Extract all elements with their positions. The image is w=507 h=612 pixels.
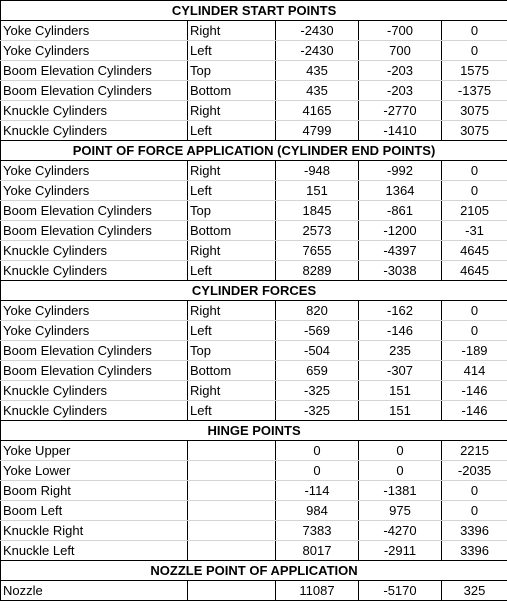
z-value-cell[interactable]: -1375 [442, 81, 507, 101]
z-value-cell[interactable]: 2105 [442, 201, 507, 221]
table-row [1, 581, 507, 601]
x-value-cell[interactable]: 1845 [276, 201, 359, 221]
z-value-cell[interactable]: 0 [442, 481, 507, 501]
component-cell[interactable]: Knuckle Cylinders [1, 261, 188, 281]
table-row [1, 481, 507, 501]
z-value-cell[interactable]: 0 [442, 321, 507, 341]
position-cell[interactable]: Left [188, 401, 276, 421]
z-value-cell[interactable]: 0 [442, 501, 507, 521]
table-row [1, 221, 507, 241]
x-value-cell[interactable]: -2430 [276, 21, 359, 41]
component-cell[interactable]: Boom Elevation Cylinders [1, 341, 188, 361]
x-value-cell[interactable]: 4165 [276, 101, 359, 121]
y-value-cell[interactable]: -861 [359, 201, 442, 221]
y-value-cell[interactable]: 975 [359, 501, 442, 521]
table-row [1, 61, 507, 81]
component-cell[interactable]: Knuckle Cylinders [1, 241, 188, 261]
y-value-cell[interactable]: 700 [359, 41, 442, 61]
position-cell[interactable] [188, 481, 276, 501]
z-value-cell[interactable]: 0 [442, 161, 507, 181]
y-value-cell[interactable]: 151 [359, 401, 442, 421]
y-value-cell[interactable]: -162 [359, 301, 442, 321]
table-row [1, 261, 507, 281]
y-value-cell[interactable]: -1200 [359, 221, 442, 241]
y-value-cell[interactable]: -700 [359, 21, 442, 41]
x-value-cell[interactable]: -114 [276, 481, 359, 501]
y-value-cell[interactable]: -1381 [359, 481, 442, 501]
table-row [1, 301, 507, 321]
table-row [1, 81, 507, 101]
component-cell[interactable]: Knuckle Cylinders [1, 401, 188, 421]
component-cell[interactable]: Knuckle Cylinders [1, 101, 188, 121]
z-value-cell[interactable]: -146 [442, 381, 507, 401]
y-value-cell[interactable]: -3038 [359, 261, 442, 281]
position-cell[interactable]: Top [188, 201, 276, 221]
x-value-cell[interactable]: -504 [276, 341, 359, 361]
z-value-cell[interactable]: 0 [442, 181, 507, 201]
z-value-cell[interactable]: 3075 [442, 101, 507, 121]
table-row [1, 341, 507, 361]
section-header-row [1, 281, 507, 301]
position-cell[interactable] [188, 581, 276, 601]
component-cell[interactable]: Knuckle Cylinders [1, 381, 188, 401]
y-value-cell[interactable]: 151 [359, 381, 442, 401]
z-value-cell[interactable]: 3396 [442, 521, 507, 541]
x-value-cell[interactable]: -325 [276, 381, 359, 401]
position-cell[interactable]: Top [188, 341, 276, 361]
x-value-cell[interactable]: -2430 [276, 41, 359, 61]
component-cell[interactable]: Yoke Upper [1, 441, 188, 461]
x-value-cell[interactable]: 8017 [276, 541, 359, 561]
z-value-cell[interactable]: -189 [442, 341, 507, 361]
section-title[interactable]: HINGE POINTS [1, 421, 507, 441]
position-cell[interactable]: Bottom [188, 221, 276, 241]
x-value-cell[interactable]: 435 [276, 61, 359, 81]
table-row [1, 121, 507, 141]
component-cell[interactable]: Yoke Cylinders [1, 161, 188, 181]
z-value-cell[interactable]: 325 [442, 581, 507, 601]
table-row [1, 161, 507, 181]
z-value-cell[interactable]: 1575 [442, 61, 507, 81]
table-row [1, 321, 507, 341]
section-title[interactable]: CYLINDER FORCES [1, 281, 507, 301]
table-row [1, 541, 507, 561]
table-row [1, 181, 507, 201]
component-cell[interactable]: Knuckle Left [1, 541, 188, 561]
y-value-cell[interactable]: -203 [359, 61, 442, 81]
component-cell[interactable]: Yoke Cylinders [1, 21, 188, 41]
x-value-cell[interactable]: 984 [276, 501, 359, 521]
position-cell[interactable]: Right [188, 301, 276, 321]
y-value-cell[interactable]: -1410 [359, 121, 442, 141]
y-value-cell[interactable]: -307 [359, 361, 442, 381]
position-cell[interactable]: Right [188, 241, 276, 261]
y-value-cell[interactable]: -4270 [359, 521, 442, 541]
table-row [1, 21, 507, 41]
position-cell[interactable] [188, 461, 276, 481]
component-cell[interactable]: Yoke Cylinders [1, 321, 188, 341]
position-cell[interactable]: Left [188, 121, 276, 141]
y-value-cell[interactable]: -992 [359, 161, 442, 181]
z-value-cell[interactable]: 3075 [442, 121, 507, 141]
table-row [1, 241, 507, 261]
component-cell[interactable]: Boom Elevation Cylinders [1, 81, 188, 101]
position-cell[interactable]: Right [188, 21, 276, 41]
position-cell[interactable]: Left [188, 261, 276, 281]
x-value-cell[interactable]: 151 [276, 181, 359, 201]
position-cell[interactable] [188, 501, 276, 521]
z-value-cell[interactable]: -31 [442, 221, 507, 241]
position-cell[interactable] [188, 441, 276, 461]
component-cell[interactable]: Yoke Lower [1, 461, 188, 481]
x-value-cell[interactable]: 7655 [276, 241, 359, 261]
x-value-cell[interactable]: 0 [276, 461, 359, 481]
component-cell[interactable]: Boom Elevation Cylinders [1, 61, 188, 81]
table-row [1, 461, 507, 481]
z-value-cell[interactable]: 4645 [442, 241, 507, 261]
x-value-cell[interactable]: -325 [276, 401, 359, 421]
section-title[interactable]: CYLINDER START POINTS [1, 1, 507, 21]
y-value-cell[interactable]: 0 [359, 461, 442, 481]
position-cell[interactable]: Left [188, 181, 276, 201]
table-row [1, 201, 507, 221]
z-value-cell[interactable]: 2215 [442, 441, 507, 461]
y-value-cell[interactable]: -4397 [359, 241, 442, 261]
table-row [1, 441, 507, 461]
y-value-cell[interactable]: -2770 [359, 101, 442, 121]
table-row [1, 361, 507, 381]
component-cell[interactable]: Boom Elevation Cylinders [1, 221, 188, 241]
y-value-cell[interactable]: 235 [359, 341, 442, 361]
table-row [1, 41, 507, 61]
x-value-cell[interactable]: 435 [276, 81, 359, 101]
component-cell[interactable]: Nozzle [1, 581, 188, 601]
x-value-cell[interactable]: 2573 [276, 221, 359, 241]
table-row [1, 381, 507, 401]
section-header-row [1, 1, 507, 21]
table-row [1, 401, 507, 421]
x-value-cell[interactable]: 659 [276, 361, 359, 381]
position-cell[interactable]: Top [188, 61, 276, 81]
section-header-row [1, 141, 507, 161]
z-value-cell[interactable]: 0 [442, 21, 507, 41]
x-value-cell[interactable]: 0 [276, 441, 359, 461]
y-value-cell[interactable]: 0 [359, 441, 442, 461]
x-value-cell[interactable]: -948 [276, 161, 359, 181]
table-row [1, 521, 507, 541]
z-value-cell[interactable]: 4645 [442, 261, 507, 281]
z-value-cell[interactable]: 3396 [442, 541, 507, 561]
position-cell[interactable] [188, 541, 276, 561]
x-value-cell[interactable]: -569 [276, 321, 359, 341]
x-value-cell[interactable]: 11087 [276, 581, 359, 601]
position-cell[interactable]: Bottom [188, 361, 276, 381]
component-cell[interactable]: Yoke Cylinders [1, 301, 188, 321]
section-title[interactable]: NOZZLE POINT OF APPLICATION [1, 561, 507, 581]
y-value-cell[interactable]: -203 [359, 81, 442, 101]
component-cell[interactable]: Boom Elevation Cylinders [1, 201, 188, 221]
component-cell[interactable]: Boom Right [1, 481, 188, 501]
position-cell[interactable]: Right [188, 101, 276, 121]
component-cell[interactable]: Boom Elevation Cylinders [1, 361, 188, 381]
position-cell[interactable]: Right [188, 161, 276, 181]
z-value-cell[interactable]: -146 [442, 401, 507, 421]
y-value-cell[interactable]: -5170 [359, 581, 442, 601]
table-row [1, 101, 507, 121]
x-value-cell[interactable]: 7383 [276, 521, 359, 541]
component-cell[interactable]: Knuckle Cylinders [1, 121, 188, 141]
section-title[interactable]: POINT OF FORCE APPLICATION (CYLINDER END POINTS) [1, 141, 507, 161]
z-value-cell[interactable]: -2035 [442, 461, 507, 481]
z-value-cell[interactable]: 0 [442, 41, 507, 61]
spreadsheet-body [1, 1, 507, 601]
x-value-cell[interactable]: 820 [276, 301, 359, 321]
y-value-cell[interactable]: -146 [359, 321, 442, 341]
z-value-cell[interactable]: 414 [442, 361, 507, 381]
position-cell[interactable]: Bottom [188, 81, 276, 101]
position-cell[interactable]: Right [188, 381, 276, 401]
position-cell[interactable] [188, 521, 276, 541]
component-cell[interactable]: Boom Left [1, 501, 188, 521]
z-value-cell[interactable]: 0 [442, 301, 507, 321]
table-row [1, 501, 507, 521]
component-cell[interactable]: Yoke Cylinders [1, 41, 188, 61]
component-cell[interactable]: Yoke Cylinders [1, 181, 188, 201]
y-value-cell[interactable]: -2911 [359, 541, 442, 561]
x-value-cell[interactable]: 4799 [276, 121, 359, 141]
y-value-cell[interactable]: 1364 [359, 181, 442, 201]
position-cell[interactable]: Left [188, 41, 276, 61]
component-cell[interactable]: Knuckle Right [1, 521, 188, 541]
x-value-cell[interactable]: 8289 [276, 261, 359, 281]
section-header-row [1, 421, 507, 441]
position-cell[interactable]: Left [188, 321, 276, 341]
section-header-row [1, 561, 507, 581]
